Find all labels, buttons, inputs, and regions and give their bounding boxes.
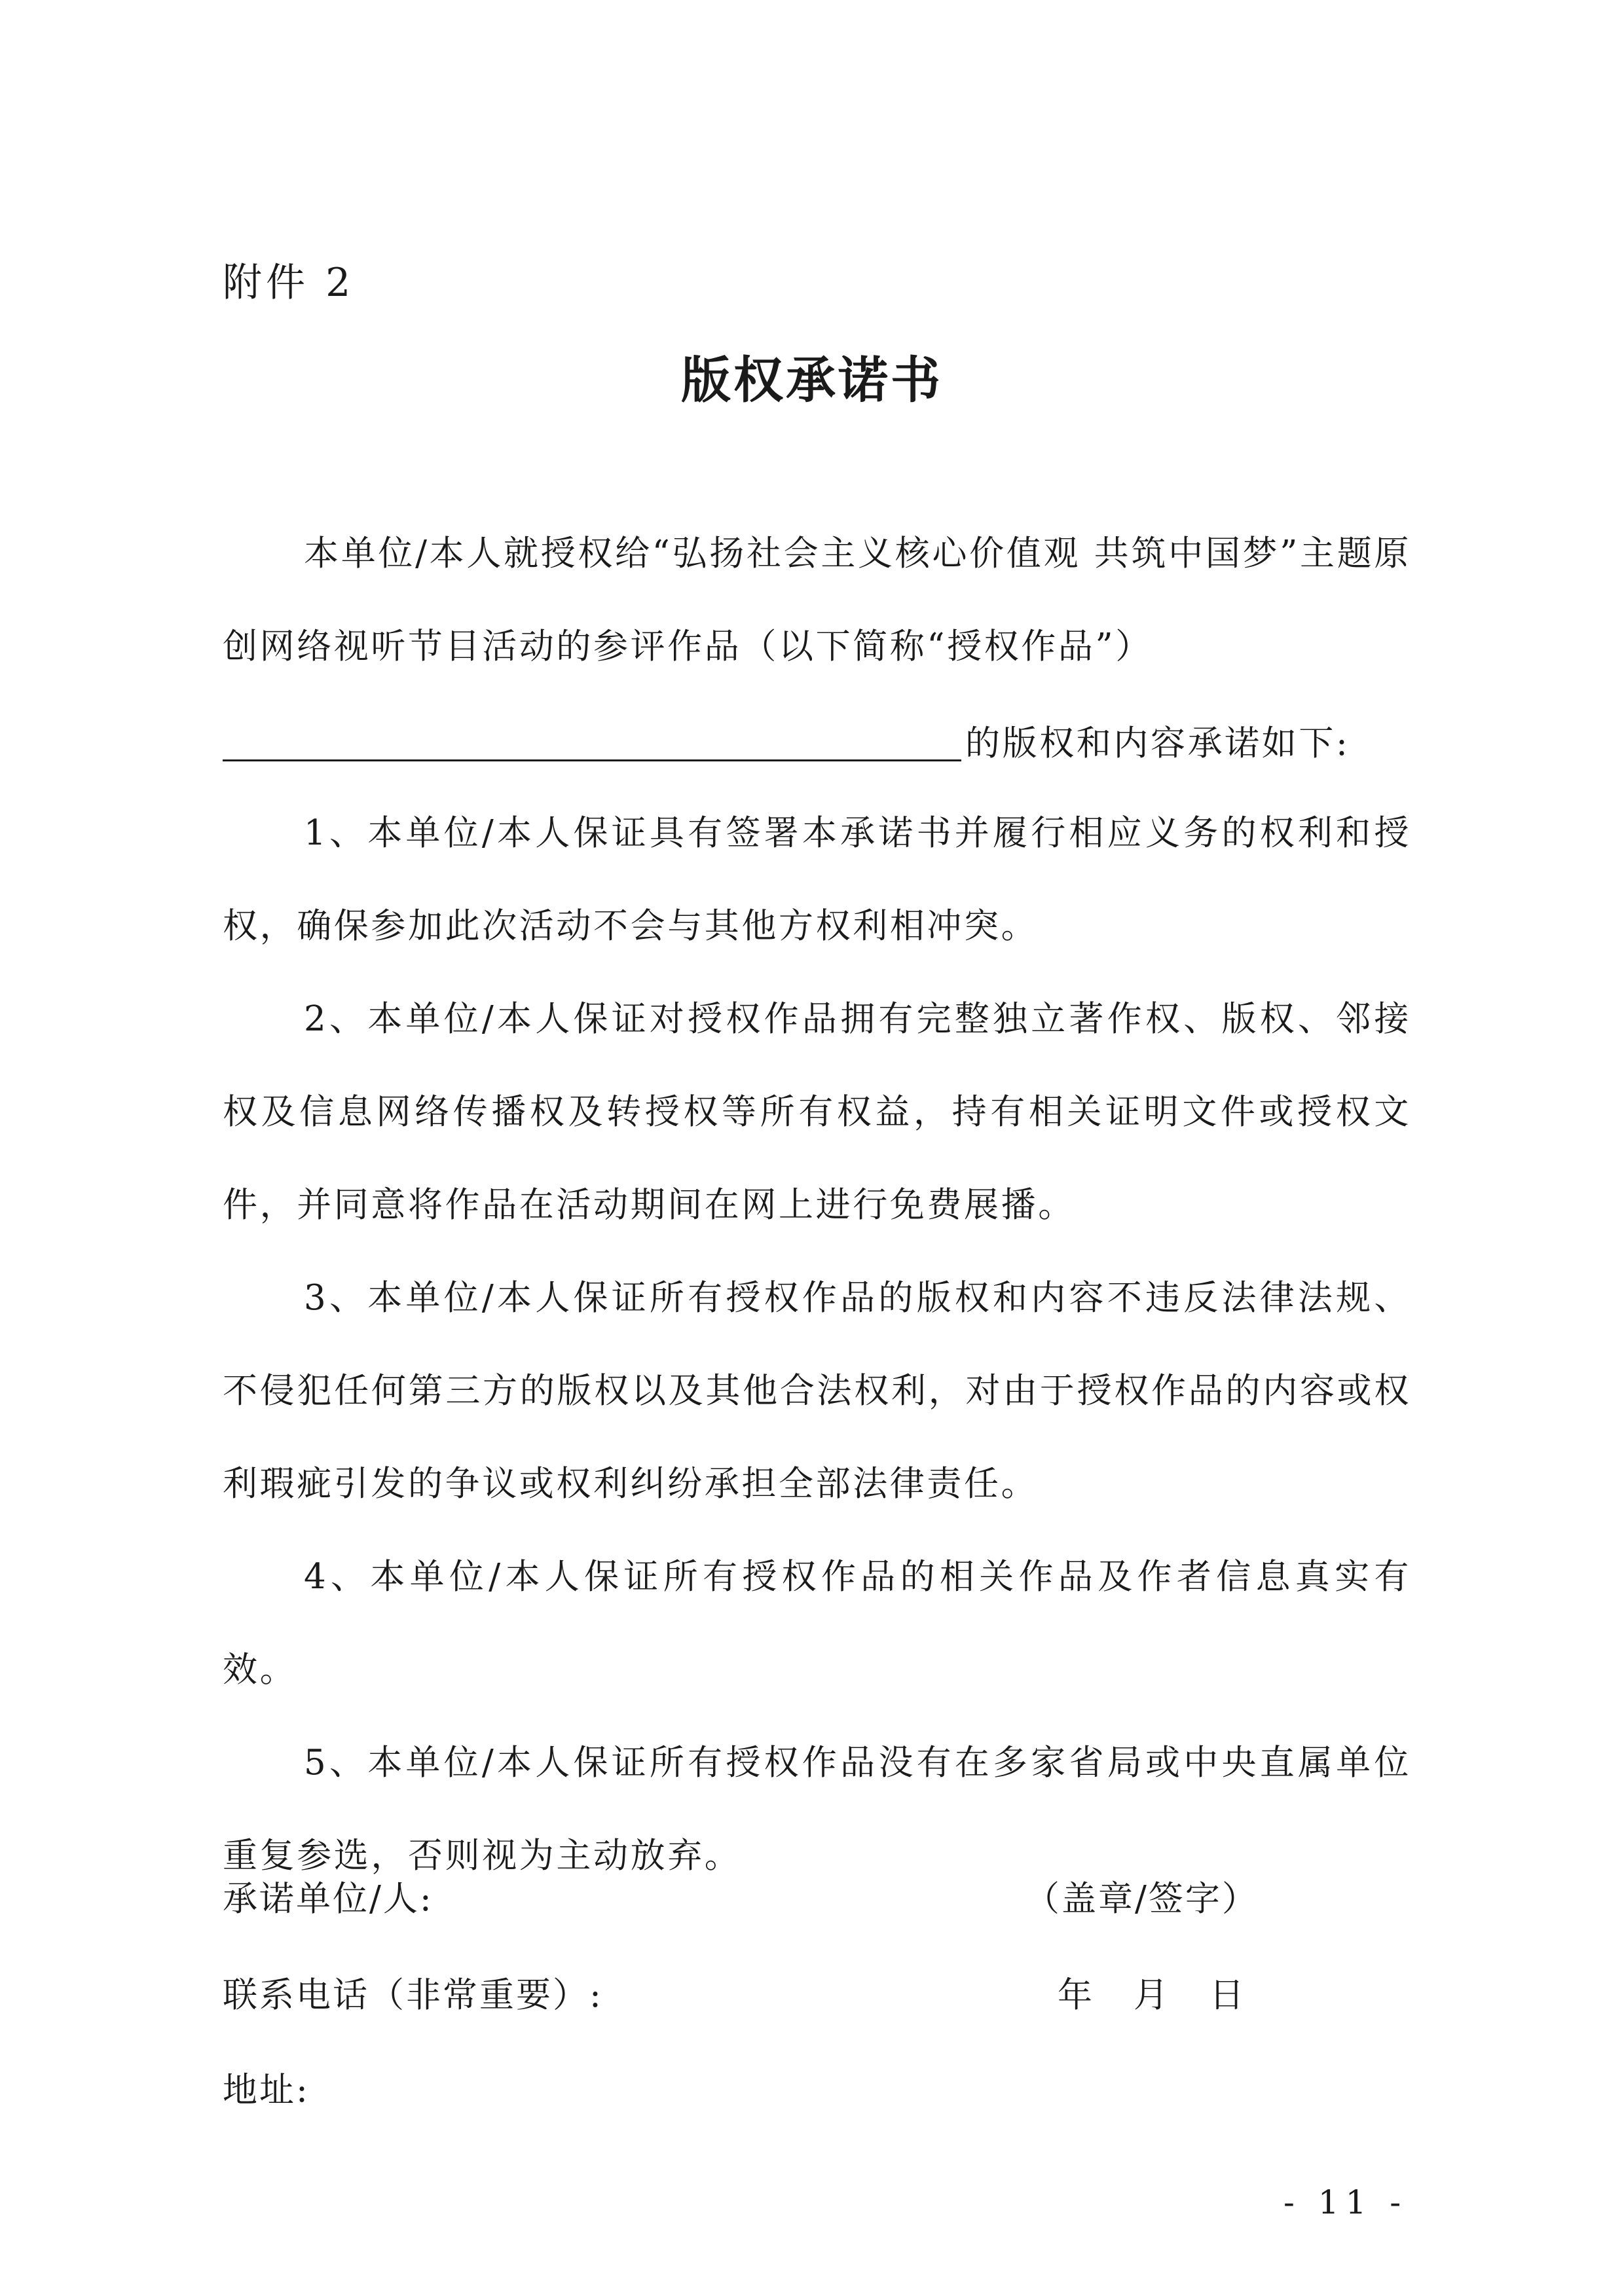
work-name-blank xyxy=(223,720,961,761)
date-label: 年 月 日 xyxy=(1058,1975,1246,2015)
page-number: - 11 - xyxy=(1283,2183,1408,2221)
clause-5: 5、本单位/本人保证所有授权作品没有在多家省局或中央直属单位重复参选，否则视为主动放弃。 xyxy=(223,1743,1411,1876)
stamp-signature-label: （盖章/签字） xyxy=(1025,1879,1259,1919)
signer-unit-label: 承诺单位/人: xyxy=(223,1879,434,1919)
intro-tail: 的版权和内容承诺如下: xyxy=(965,723,1350,763)
intro-paragraph: 本单位/本人就授权给“弘扬社会主义核心价值观 共筑中国梦”主题原创网络视听节目活动的参评作品（以下简称“授权作品”） xyxy=(223,534,1411,666)
attachment-label: 附件 2 xyxy=(223,260,355,306)
contact-phone-label: 联系电话（非常重要）: xyxy=(223,1975,603,2015)
work-name-row xyxy=(223,694,1350,787)
clause-2: 2、本单位/本人保证对授权作品拥有完整独立著作权、版权、邻接权及信息网络传播权及转授权等所有权益，持有相关证明文件或授权文件，并同意将作品在活动期间在网上进行免费展播。 xyxy=(223,999,1411,1225)
clause-1: 1、本单位/本人保证具有签署本承诺书并履行相应义务的权利和授权，确保参加此次活动不会与其他方权利相冲突。 xyxy=(223,813,1411,946)
address-label: 地址: xyxy=(223,2070,310,2110)
document-title: 版权承诺书 xyxy=(681,351,943,409)
clause-4: 4、本单位/本人保证所有授权作品的相关作品及作者信息真实有效。 xyxy=(223,1557,1411,1690)
clause-3: 3、本单位/本人保证所有授权作品的版权和内容不违反法律法规、不侵犯任何第三方的版权以及其他合法权利，对由于授权作品的内容或权利瑕疵引发的争议或权利纠纷承担全部法律责任。 xyxy=(223,1278,1411,1504)
